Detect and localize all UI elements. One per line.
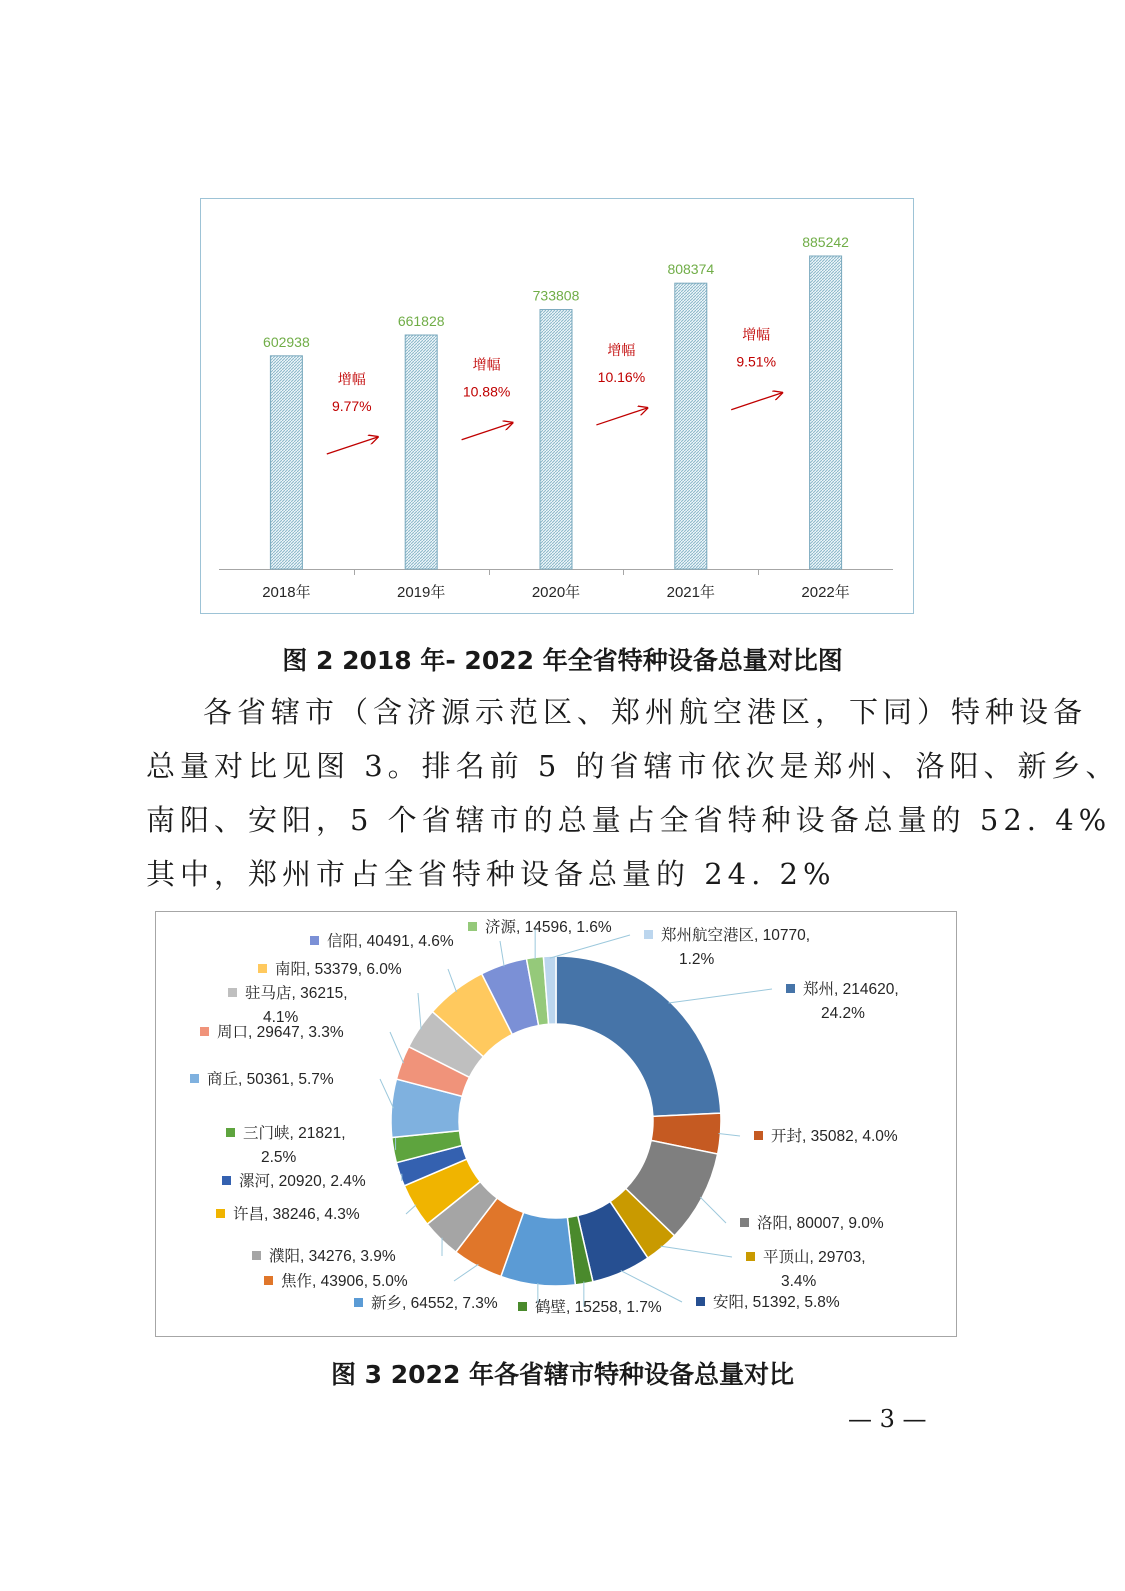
bar-value-label: 733808 (532, 287, 580, 304)
leader-line (448, 969, 456, 992)
bar-value-label: 661828 (397, 312, 445, 329)
bar-2021年 (675, 283, 707, 569)
donut-chart-frame (155, 911, 957, 1337)
paragraph-line-4: 其中，郑州市占全省特种设备总量的 24. 2% (146, 857, 836, 891)
x-tick-label: 2019年 (397, 584, 446, 601)
growth-heading: 增幅 (472, 356, 501, 373)
legend-swatch (354, 1298, 363, 1307)
legend-swatch (228, 988, 237, 997)
slice-label: 南阳, 53379, 6.0% (275, 961, 402, 978)
growth-heading: 增幅 (742, 326, 771, 343)
growth-arrow (731, 393, 782, 410)
slice-label: 开封, 35082, 4.0% (771, 1128, 898, 1145)
leader-line (621, 1271, 682, 1302)
bar-value-label: 808374 (667, 261, 715, 278)
legend-swatch (746, 1252, 755, 1261)
figure-2-caption: 图 2 2018 年- 2022 年全省特种设备总量对比图 (282, 646, 843, 675)
growth-arrow (462, 423, 513, 440)
legend-swatch (644, 930, 653, 939)
leader-line (500, 941, 504, 966)
bar-value-label: 602938 (263, 333, 310, 350)
slice-label: 安阳, 51392, 5.8% (713, 1294, 840, 1311)
paragraph-line-2: 总量对比见图 3。排名前 5 的省辖市依次是郑州、洛阳、新乡、 (146, 749, 1120, 783)
slice-percent-label: 4.1% (263, 1009, 299, 1026)
slice-label: 许昌, 38246, 4.3% (233, 1206, 360, 1223)
slice-label: 鹤壁, 15258, 1.7% (535, 1299, 662, 1316)
legend-swatch (518, 1302, 527, 1311)
growth-heading: 增幅 (337, 370, 366, 387)
bar-2018年 (270, 356, 302, 569)
growth-rate-label: 10.88% (462, 383, 511, 400)
slice-label: 洛阳, 80007, 9.0% (757, 1215, 884, 1232)
slice-label: 漯河, 20920, 2.4% (239, 1173, 366, 1190)
slice-percent-label: 1.2% (679, 951, 715, 968)
slice-label: 三门峡, 21821, (243, 1125, 346, 1142)
legend-swatch (310, 936, 319, 945)
legend-swatch (216, 1209, 225, 1218)
page-number: — 3 — (848, 1405, 927, 1433)
legend-swatch (786, 984, 795, 993)
legend-swatch (740, 1218, 749, 1227)
slice-label: 焦作, 43906, 5.0% (281, 1273, 408, 1290)
x-tick-label: 2021年 (666, 584, 715, 601)
legend-swatch (252, 1251, 261, 1260)
bar-2020年 (540, 310, 572, 569)
figure-3-caption: 图 3 2022 年各省辖市特种设备总量对比 (330, 1360, 795, 1389)
growth-rate-label: 9.77% (331, 397, 372, 414)
leader-line (668, 989, 772, 1003)
bar-chart (201, 199, 913, 613)
bar-2022年 (810, 256, 842, 569)
leader-line (661, 1246, 732, 1257)
slice-label: 商丘, 50361, 5.7% (207, 1071, 334, 1088)
growth-arrow (596, 408, 647, 425)
leader-line (390, 1032, 404, 1063)
slice-label: 信阳, 40491, 4.6% (327, 933, 454, 950)
donut-slice-郑州 (556, 956, 721, 1116)
growth-arrow (327, 437, 378, 454)
slice-percent-label: 2.5% (261, 1149, 297, 1166)
growth-heading: 增幅 (607, 341, 636, 358)
slice-label: 周口, 29647, 3.3% (217, 1024, 344, 1041)
bar-chart-frame (200, 198, 914, 614)
leader-line (418, 993, 421, 1030)
growth-rate-label: 10.16% (597, 368, 646, 385)
paragraph-line-3: 南阳、安阳，5 个省辖市的总量占全省特种设备总量的 52. 4% (146, 803, 1112, 837)
slice-label: 平顶山, 29703, (763, 1249, 866, 1266)
donut-chart (156, 912, 956, 1336)
slice-label: 新乡, 64552, 7.3% (371, 1295, 498, 1312)
growth-rate-label: 9.51% (736, 353, 777, 370)
bar-value-label: 885242 (802, 234, 849, 250)
slice-label: 驻马店, 36215, (245, 985, 348, 1002)
legend-swatch (222, 1176, 231, 1185)
x-tick-label: 2022年 (801, 584, 850, 601)
leader-line (380, 1079, 393, 1108)
leader-line (406, 1205, 416, 1214)
slice-percent-label: 24.2% (821, 1005, 865, 1022)
leader-line (550, 935, 630, 958)
leader-line (700, 1197, 726, 1223)
slice-label: 郑州航空港区, 10770, (661, 927, 811, 944)
legend-swatch (258, 964, 267, 973)
legend-swatch (190, 1074, 199, 1083)
legend-swatch (264, 1276, 273, 1285)
leader-line (719, 1134, 740, 1136)
slice-percent-label: 3.4% (781, 1273, 817, 1290)
legend-swatch (754, 1131, 763, 1140)
slice-label: 濮阳, 34276, 3.9% (269, 1248, 396, 1265)
bar-2019年 (405, 335, 437, 569)
legend-swatch (696, 1297, 705, 1306)
leader-line (454, 1264, 478, 1281)
x-tick-label: 2020年 (531, 584, 581, 601)
slice-label: 郑州, 214620, (803, 981, 899, 998)
legend-swatch (226, 1128, 235, 1137)
paragraph-line-1: 各省辖市（含济源示范区、郑州航空港区，下同）特种设备 (203, 695, 1088, 729)
slice-label: 济源, 14596, 1.6% (485, 919, 612, 936)
legend-swatch (468, 922, 477, 931)
x-tick-label: 2018年 (262, 584, 311, 601)
legend-swatch (200, 1027, 209, 1036)
